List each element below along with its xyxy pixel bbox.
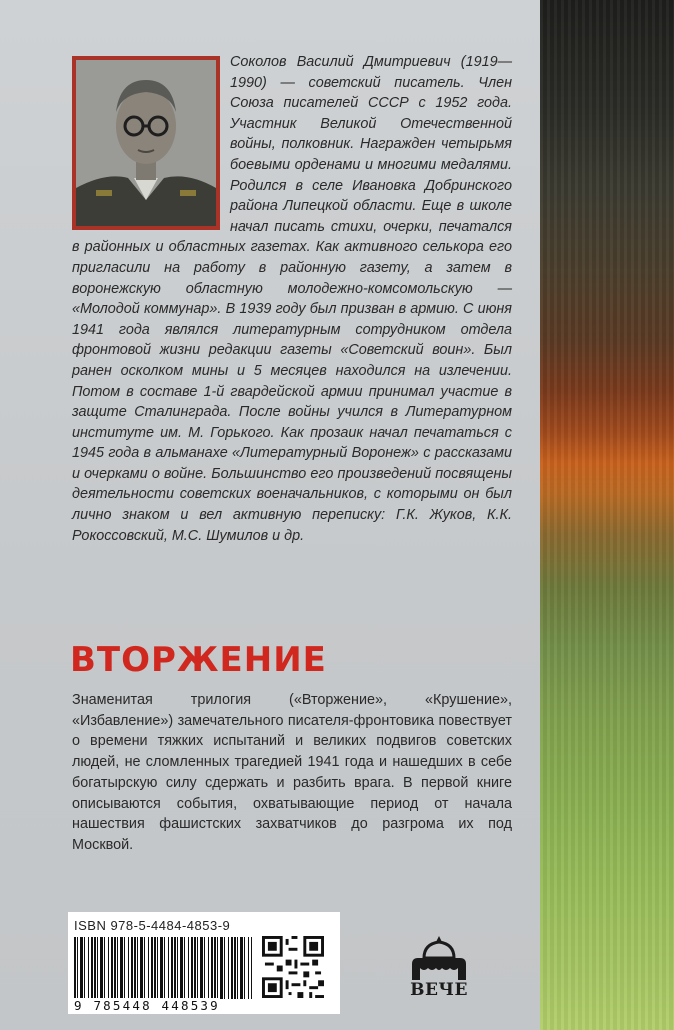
author-biography: [72, 52, 512, 546]
barcode: [74, 937, 252, 999]
publisher-logo: [404, 934, 474, 1006]
book-title: ВТОРЖЕНИЕ: [70, 640, 327, 680]
isbn-barcode-block: [68, 912, 340, 1014]
church-dome-icon: [404, 934, 474, 982]
book-description: Знаменитая трилогия («Вторжение», «Крушение», «Избавление») замечательного писателя-фронтовика повествует о времени тяжких испытаний и великих подвигов советских людей, не сломленных трагедией 1941 года и нашедших в себе богатырскую силу сдержать и разбить врага. В первой книге описываются события, охватывающие период от начала нашествия фашистских захватчиков до разгрома их под Москвой.: [72, 692, 512, 853]
ean-digits: 9 785448 448539: [74, 998, 220, 1013]
qr-code: [262, 936, 324, 998]
isbn-label: ISBN 978-5-4484-4853-9: [74, 918, 231, 933]
cover-art-strip: [540, 0, 674, 1030]
author-biography-text: Соколов Василий Дмитриевич (1919—1990) — советский писатель. Член Союза писателей СССР с 1952 года. Участник Великой Отечественной войны, полковник. Награжден четырьмя боевыми орденами и многими медалями. Родился в селе Ивановка Добринского района Липецкой области. Еще в школе начал писать стихи, очерки, печатался в районных и областных газетах. Как активного селькора его пригласили на работу в районную газету, а затем в воронежскую областную молодежно-комсомольскую — «Молодой коммунар». В 1939 году был призван в армию. С июня 1941 года являлся литературным сотрудником отдела фронтовой жизни редакции газеты «Советский воин». Был ранен осколком мины и 5 месяцев находился на излечении. Потом в составе 1-й гвардейской армии принимал участие в защите Сталинграда. После войны учился в Литературном институте им. М. Горького. Как прозаик начал печататься с 1945 года в альманахе «Литературный Воронеж» с рассказами и очерками о войне. Большинство его произведений посвящены деятельности советских военачальников, с которыми он был лично знаком и вел активную переписку: Г.К. Жуков, К.К. Рокоссовский, М.С. Шумилов и др.: [72, 54, 512, 544]
publisher-logo-text: ВЕЧЕ: [410, 980, 468, 1000]
